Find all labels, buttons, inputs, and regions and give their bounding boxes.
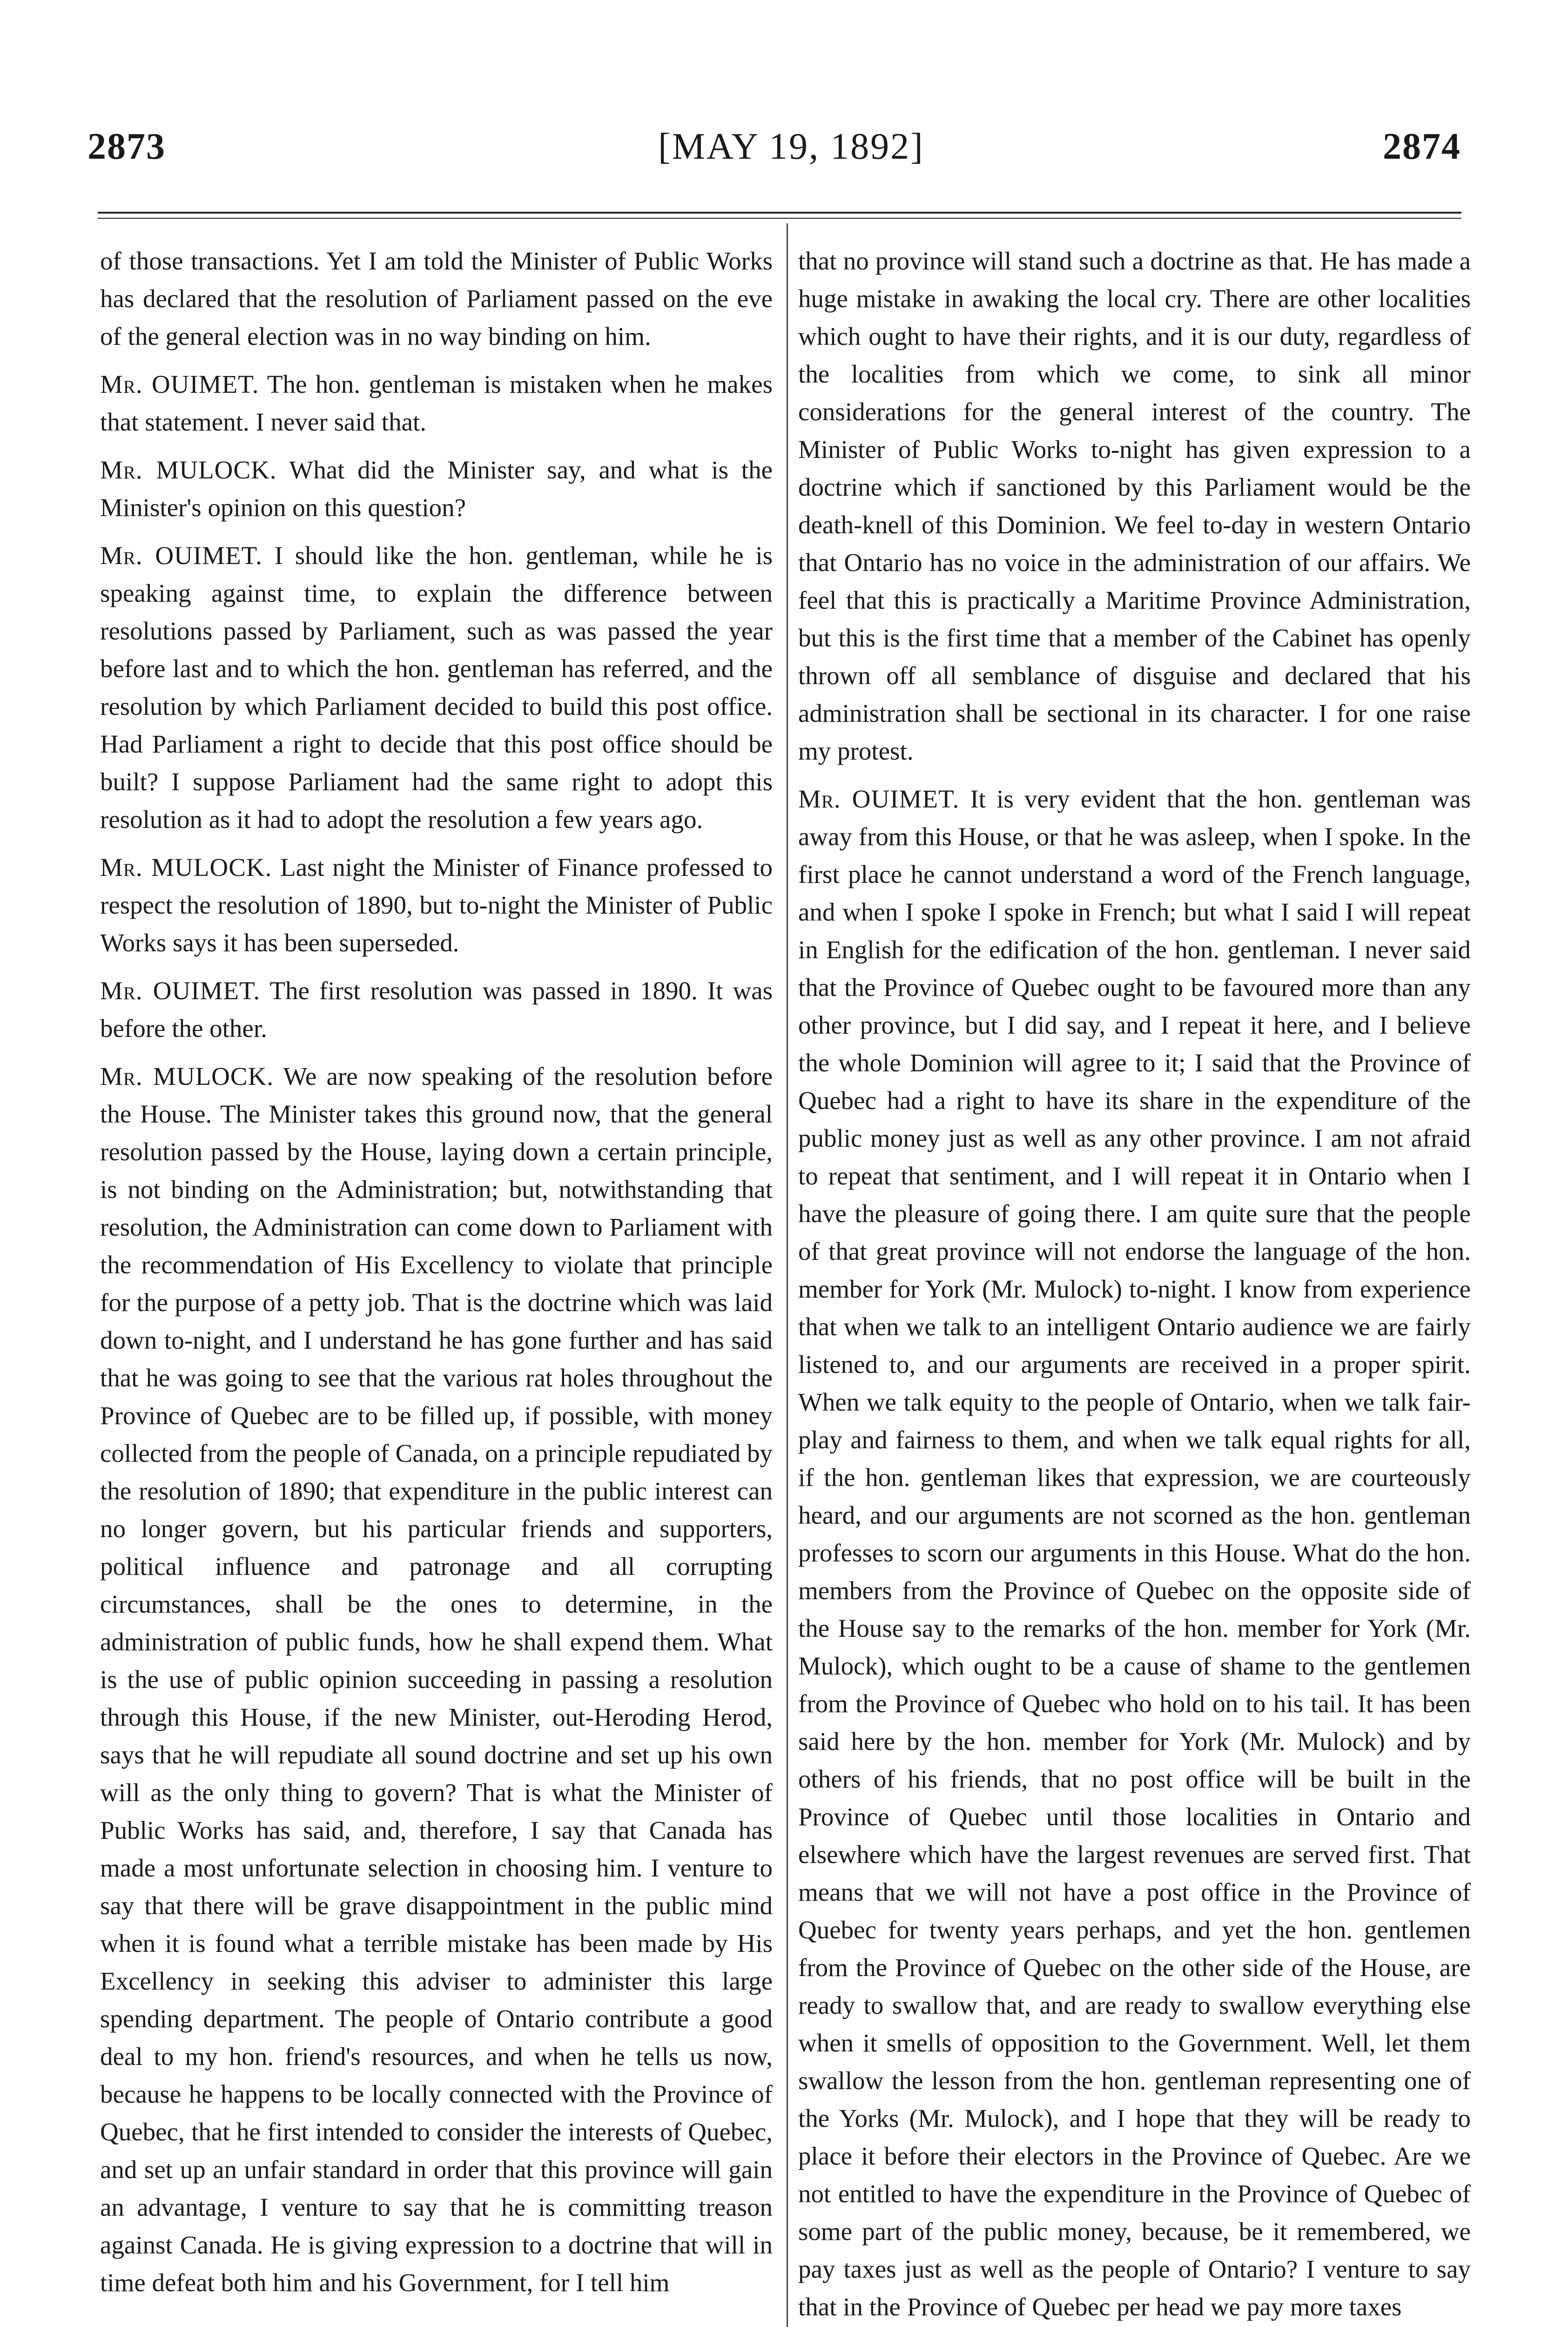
page-date: [MAY 19, 1892]: [658, 126, 924, 167]
paragraph: [798, 780, 1471, 2326]
paragraph-text: We are now speaking of the resolution before the House. The Minister takes this ground now, that the general resolution passed by the House, laying down a certain principle, is not binding on the Administration; but, notwithstanding that resolution, the Administration can come down to Parliament with the recommendation of His Excellency to violate that principle for the purpose of a petty job. That is the doctrine which was laid down to-night, and I understand he has gone further and has said that he was going to see that the various rat holes throughout the Province of Quebec are to be filled up, if possible, with money collected from the people of Canada, on a principle repudiated by the resolution of 1890; that expenditure in the public interest can no longer govern, but his particular friends and supporters, political influence and patronage and all corrupting circumstances, shall be the ones to determine, in the administration of public funds, how he shall expend them. What is the use of public opinion succeeding in passing a resolution through this House, if the new Minister, out-Heroding Herod, says that he will repudiate all sound doctrine and set up his own will as the only thing to govern? That is what the Minister of Public Works has said, and, therefore, I say that Canada has made a most unfortunate selection in choosing him. I venture to say that there will be grave disappointment in the public mind when it is found what a terrible mistake has been made by His Excellency in seeking this adviser to administer this large spending department. The people of Ontario contribute a good deal to my hon. friend's resources, and when he tells us now, because he happens to be locally connected with the Province of Quebec, that he first intended to consider the interests of Quebec, and set up an unfair standard in order that this province will gain an advantage, I venture to say that he is committing treason against Canada. He is giving expression to a doctrine that will in time defeat both him and his Government, for I tell him: [100, 1062, 773, 2297]
left-column: [100, 242, 773, 2312]
paragraph: [100, 451, 773, 526]
paragraph-text: It is very evident that the hon. gentleman was away from this House, or that he was asleep, when I spoke. In the first place he cannot understand a word of the French language, and when I spoke I spoke in French; but what I said I will repeat in English for the edification of the hon. gentleman. I never said that the Province of Quebec ought to be favoured more than any other province, but I did say, and I repeat it here, and I believe the whole Dominion will agree to it; I said that the Province of Quebec had a right to have its share in the expenditure of the public money just as well as any other province. I am not afraid to repeat that sentiment, and I will repeat it in Ontario when I have the pleasure of going there. I am quite sure that the people of that great province will not endorse the language of the hon. member for York (Mr. Mulock) to-night. I know from experience that when we talk to an intelligent Ontario audience we are fairly listened to, and our arguments are received in a proper spirit. When we talk equity to the people of Ontario, when we talk fair-play and fairness to them, and when we talk equal rights for all, if the hon. gentleman likes that expression, we are courteously heard, and our arguments are not scorned as the hon. gentleman professes to scorn our arguments in this House. What do the hon. members from the Province of Quebec on the opposite side of the House say to the remarks of the hon. member for York (Mr. Mulock), which ought to be a cause of shame to the gentlemen from the Province of Quebec who hold on to his tail. It has been said here by the hon. member for York (Mr. Mulock) and by others of his friends, that no post office will be built in the Province of Quebec until those localities in Ontario and elsewhere which have the largest revenues are served first. That means that we will not have a post office in the Province of Quebec for twenty years perhaps, and yet the hon. gentlemen from the Province of Quebec on the other side of the House, are ready to swallow that, and are ready to swallow everything else when it smells of opposition to the Government. Well, let them swallow the lesson from the hon. gentleman representing one of the Yorks (Mr. Mulock), and I hope that they will be ready to place it before their electors in the Province of Quebec. Are we not entitled to have the expenditure in the Province of Quebec of some part of the public money, because, be it remembered, we pay taxes just as well as the people of Ontario? I venture to say that in the Province of Quebec per head we pay more taxes: [798, 785, 1471, 2321]
speaker-name: Mr. MULOCK.: [100, 456, 277, 484]
speaker-name: Mr. OUIMET.: [100, 370, 259, 398]
paragraph: [100, 972, 773, 1047]
page-header: [0, 0, 1568, 177]
speaker-name: Mr. MULOCK.: [100, 853, 272, 881]
speaker-name: Mr. OUIMET.: [798, 785, 960, 813]
paragraph-text: What did the Minister say, and what is the Minister's opinion on this question?: [100, 456, 773, 522]
column-divider: [787, 223, 788, 2327]
speaker-name: Mr. MULOCK.: [100, 1062, 274, 1090]
right-column: [798, 242, 1471, 2327]
paragraph-text: The hon. gentleman is mistaken when he makes that statement. I never said that.: [100, 370, 773, 436]
paragraph: [100, 1057, 773, 2301]
speaker-name: Mr. OUIMET.: [100, 541, 262, 570]
paragraph-text: I should like the hon. gentleman, while he is speaking against time, to explain the difference between resolutions passed by Parliament, such as was passed the year before last and to which the hon. gentleman has referred, and the resolution by which Parliament decided to build this post office. Had Parliament a right to decide that this post office should be built? I suppose Parliament had the same right to adopt this resolution as it had to adopt the resolution a few years ago.: [100, 541, 773, 834]
header-rule-thick: [98, 212, 1461, 214]
paragraph: [100, 537, 773, 838]
paragraph-text: The first resolution was passed in 1890. It was before the other.: [100, 976, 773, 1042]
page-number-right: 2874: [1383, 126, 1461, 167]
paragraph-text: Last night the Minister of Finance professed to respect the resolution of 1890, but to-night the Minister of Public Works says it has been superseded.: [100, 853, 773, 957]
paragraph: [100, 365, 773, 441]
header-rule-thin: [98, 218, 1461, 219]
page-number-left: 2873: [87, 126, 166, 167]
paragraph: [798, 242, 1471, 770]
paragraph: [100, 848, 773, 962]
paragraph: [100, 242, 773, 355]
paragraph-text: that no province will stand such a doctrine as that. He has made a huge mistake in awaking the local cry. There are other localities which ought to have their rights, and it is our duty, regardless of the localities from which we come, to sink all minor considerations for the general interest of the country. The Minister of Public Works to-night has given expression to a doctrine which if sanctioned by this Parliament would be the death-knell of this Dominion. We feel to-day in western Ontario that Ontario has no voice in the administration of our affairs. We feel that this is practically a Maritime Province Administration, but this is the first time that a member of the Cabinet has openly thrown off all semblance of disguise and declared that his administration shall be sectional in its character. I for one raise my protest.: [798, 247, 1471, 765]
paragraph-text: of those transactions. Yet I am told the Minister of Public Works has declared that the resolution of Parliament passed on the eve of the general election was in no way binding on him.: [100, 247, 773, 350]
speaker-name: Mr. OUIMET.: [100, 976, 261, 1005]
